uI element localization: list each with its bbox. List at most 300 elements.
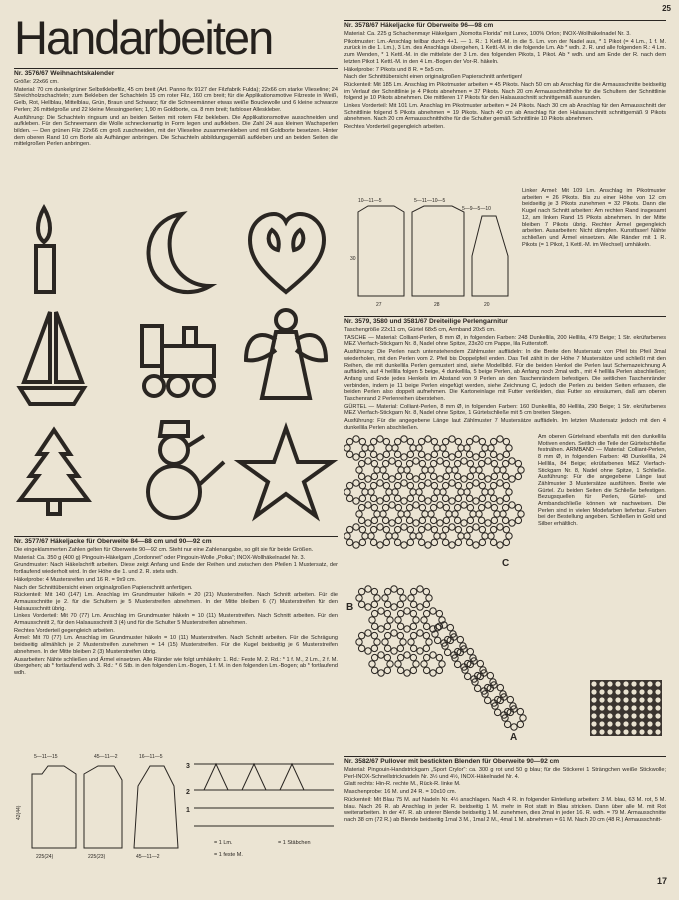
bead	[494, 709, 500, 715]
bead	[397, 632, 403, 638]
bead	[423, 632, 429, 638]
grid-bead	[607, 705, 612, 710]
bead	[490, 482, 496, 488]
bead	[377, 480, 383, 486]
bead	[500, 511, 506, 517]
bead	[509, 458, 515, 464]
bead	[482, 533, 488, 539]
bead	[370, 438, 376, 444]
bead	[418, 451, 424, 457]
bead	[397, 601, 403, 607]
bead	[497, 498, 503, 504]
bead	[484, 697, 490, 703]
bead	[485, 520, 491, 526]
bead	[401, 498, 407, 504]
grid-bead	[615, 729, 620, 734]
bead	[404, 670, 410, 676]
bead	[443, 517, 449, 523]
bead	[425, 542, 431, 548]
bead	[344, 445, 350, 451]
left-bottom-column	[14, 536, 338, 746]
grid-bead	[623, 705, 628, 710]
bead	[490, 539, 496, 545]
bead	[401, 454, 407, 460]
applique-motifs	[14, 200, 344, 530]
grid-bead	[599, 681, 604, 686]
bead	[479, 438, 485, 444]
bead	[358, 588, 364, 594]
bead	[344, 533, 350, 539]
bead	[443, 460, 449, 466]
bead	[423, 667, 429, 673]
bead	[356, 595, 362, 601]
bead	[398, 467, 404, 473]
grid-bead	[639, 697, 644, 702]
bead	[478, 460, 484, 466]
bead	[391, 586, 397, 592]
schema-measure: 27	[376, 302, 382, 308]
bead	[431, 451, 437, 457]
grid-bead	[623, 697, 628, 702]
grid-bead	[623, 681, 628, 686]
bead	[503, 438, 509, 444]
bead	[397, 588, 403, 594]
bead	[491, 517, 497, 523]
bead	[370, 539, 376, 545]
bead	[356, 467, 362, 473]
bead	[439, 661, 445, 667]
bead	[417, 648, 423, 654]
paragraph: Ausführung: Die Perlen nach untenstehendem Zählmuster auffädeln: In die Breite den Mustersatz von Pfeil bis Pfeil 3mal wiederholen, mit den Perlen vom 2. Pfeil bis Doppelpfeil enden. Das Teil zählt in der Höhe 7 Mustersätze und schließt mit den Reihen, die mit dunkellila Perlen gemustert sind, siehe Modellbild. Für die beiden Henkel die Perlen laut Schemazeichnung A auffädeln, auf 4 helllila folgen 5 beige, 4 dunkellila, 5 beige Perlen, ab Anfang noch 2mal wdh., mit 4 helllila Perlen abschließen; Anfang und Ende jedes Henkels im Abstand von 9 Perlen an den Taschenrändern befestigen. Die seitlichen Taschenränder verbinden, indem je 11 beige Perlen eingefügt werden, siehe Zeichnung C, jedoch die Perlen zu beiden Seiten erfassen, die beiden Perlen also doppelt aufnehmen. Die Kartoneinlage mit Futter verkleiden, das Futter so einsäumen, daß am oberen Taschenrand 2 Perlenreihen überstehen.	[344, 349, 666, 403]
bead	[503, 526, 509, 532]
bead	[391, 630, 397, 636]
bead	[426, 639, 432, 645]
bead	[418, 495, 424, 501]
bead	[473, 524, 479, 530]
bead	[369, 617, 375, 623]
bead-grid-detail	[590, 680, 662, 736]
bead	[380, 511, 386, 517]
bead	[384, 623, 390, 629]
bead	[422, 511, 428, 517]
bead	[497, 524, 503, 530]
bead	[477, 660, 483, 666]
bead	[374, 511, 380, 517]
bead	[425, 436, 431, 442]
bead	[408, 639, 414, 645]
section-heading: Nr. 3578/67 Häkeljacke für Oberweite 96—98 cm	[344, 20, 666, 30]
schema-measure: 30	[350, 256, 356, 262]
bead	[394, 495, 400, 501]
bead	[474, 685, 480, 691]
bead	[428, 511, 434, 517]
grid-bead	[647, 681, 652, 686]
bead	[425, 480, 431, 486]
bead	[371, 601, 377, 607]
bead	[506, 533, 512, 539]
bead	[442, 438, 448, 444]
bead	[344, 489, 350, 495]
bead	[358, 632, 364, 638]
bead	[422, 467, 428, 473]
grid-bead	[615, 697, 620, 702]
bead	[431, 526, 437, 532]
paragraph: Taschengröße 22x11 cm, Gürtel 68x5 cm, Armband 20x5 cm.	[344, 327, 496, 333]
bead	[497, 684, 503, 690]
bead	[384, 667, 390, 673]
bead	[395, 504, 401, 510]
bead	[407, 539, 413, 545]
label-b: B	[346, 602, 354, 613]
paragraph: Rechtes Vorderteil gegengleich arbeiten.	[14, 627, 115, 634]
bead	[473, 454, 479, 460]
grid-bead	[639, 681, 644, 686]
bead	[418, 438, 424, 444]
grid-bead	[607, 681, 612, 686]
bead	[410, 610, 416, 616]
bead	[511, 724, 517, 730]
bead	[461, 520, 467, 526]
paragraph: Grundmuster: Nach Häkelschrift arbeiten. Diese zeigt Anfang und Ende der Reihen und zwischen den Pfeilen 1 Mustersatz, der fortlaufend wiederholt wird. In der Höhe die 1. und 2. R. stets wdh.	[14, 562, 338, 576]
schema-label: 5—11—10—5	[414, 198, 446, 204]
bead	[371, 623, 377, 629]
bead	[442, 451, 448, 457]
bead	[449, 542, 455, 548]
bead	[455, 495, 461, 501]
bead	[359, 438, 365, 444]
bead	[428, 467, 434, 473]
bead	[434, 637, 440, 643]
bead	[440, 445, 446, 451]
bead	[377, 436, 383, 442]
bead	[371, 588, 377, 594]
bead	[401, 436, 407, 442]
bead	[404, 608, 410, 614]
bead	[479, 526, 485, 532]
bead	[446, 511, 452, 517]
grid-bead	[591, 705, 596, 710]
grid-bead	[631, 681, 636, 686]
bead	[397, 610, 403, 616]
bead	[455, 539, 461, 545]
grid-bead	[599, 713, 604, 718]
bead	[368, 533, 374, 539]
bead	[406, 460, 412, 466]
bead	[368, 489, 374, 495]
paragraph: GÜRTEL — Material: Colliant-Perlen, 8 mm Ø, in folgenden Farben: 160 Dunkellila, 80 Helllila, 290 Beige; 1 Str. ekrüfarbenes MEZ Vierfach-Stickgarn Nr. 8, Nadel ohne Spitze, 1 Gürtelschließe mit 5 cm breiten Stegen.	[344, 403, 666, 417]
bead	[365, 502, 371, 508]
bead	[382, 639, 388, 645]
crochet-chart	[184, 750, 340, 862]
bead	[404, 626, 410, 632]
section-heading: Nr. 3576/67 Weihnachtskalender	[14, 68, 338, 78]
bead	[358, 460, 364, 466]
bead	[384, 654, 390, 660]
jacket-schema-right	[344, 196, 516, 312]
grid-bead	[591, 689, 596, 694]
bead	[392, 533, 398, 539]
bead	[382, 517, 388, 523]
schema-label: 5—9—5—10	[462, 206, 491, 212]
paragraph: Rechtes Vorderteil gegengleich arbeiten.	[344, 124, 445, 131]
bead	[353, 524, 359, 530]
bead	[389, 502, 395, 508]
bead	[418, 526, 424, 532]
bead	[391, 648, 397, 654]
bead	[479, 482, 485, 488]
bead	[423, 645, 429, 651]
bead	[437, 502, 443, 508]
grid-bead	[639, 729, 644, 734]
bead	[436, 610, 442, 616]
bead	[394, 482, 400, 488]
bead	[417, 586, 423, 592]
bead	[449, 524, 455, 530]
bead	[356, 639, 362, 645]
bead	[494, 511, 500, 517]
bead	[394, 539, 400, 545]
bead	[401, 524, 407, 530]
bead	[423, 601, 429, 607]
grid-bead	[607, 697, 612, 702]
bead	[507, 696, 513, 702]
bead	[503, 539, 509, 545]
bead	[358, 517, 364, 523]
bead	[397, 645, 403, 651]
bead	[371, 473, 377, 479]
schema-measure: 42(44)	[16, 805, 22, 820]
bead	[346, 438, 352, 444]
paragraph: Nach der Schnittübersicht einen originalgroßen Papierschnitt anfertigen.	[14, 584, 193, 591]
bead	[497, 454, 503, 460]
grid-bead	[599, 721, 604, 726]
bead	[464, 445, 470, 451]
grid-bead	[591, 729, 596, 734]
grid-bead	[647, 689, 652, 694]
grid-bead	[607, 721, 612, 726]
grid-bead	[623, 713, 628, 718]
schema-measure: 28	[434, 302, 440, 308]
paragraph: Nach der Schnittübersicht einen originalgroßen Papierschnitt anfertigen!	[344, 74, 523, 81]
bead	[407, 495, 413, 501]
legend-fm: = 1 feste M.	[214, 852, 243, 858]
bead	[454, 473, 460, 479]
bead	[359, 495, 365, 501]
bead	[487, 672, 493, 678]
bead	[382, 460, 388, 466]
bead	[365, 520, 371, 526]
bead	[416, 533, 422, 539]
bead	[401, 542, 407, 548]
train-icon	[142, 326, 214, 396]
bead	[358, 504, 364, 510]
bead	[421, 661, 427, 667]
paragraph: Die eingeklammerten Zahlen gelten für Oberweite 90—92 cm. Steht nur eine Zahlenangabe, so gilt sie für beide Größen.	[14, 547, 314, 553]
grid-bead	[631, 721, 636, 726]
bead	[397, 667, 403, 673]
bead	[490, 451, 496, 457]
bead	[491, 460, 497, 466]
bead	[449, 480, 455, 486]
bead	[383, 539, 389, 545]
paragraph: Häkelprobe: 4 Mustersreifen und 16 R. = 9x9 cm.	[14, 576, 137, 583]
bead	[430, 473, 436, 479]
bead	[419, 517, 425, 523]
grid-bead	[639, 689, 644, 694]
bead	[503, 482, 509, 488]
bead	[455, 482, 461, 488]
bead	[490, 526, 496, 532]
bead	[370, 451, 376, 457]
bead	[446, 467, 452, 473]
grid-bead	[655, 689, 660, 694]
grid-bead	[631, 713, 636, 718]
bead	[454, 460, 460, 466]
paragraph: Pikotmuster: Lm.-Anschlag teilbar durch 4+1. — 1. R.: 1 Kettl.-M. in die 5. Lm. von der Nadel aus, * 1 Pikot (= 4 Lm., 1 f. M. zurück in die 1. Lm.), 3 Lm. des Anschlags übergehen, 1 Kettl.-M. in die folgende Lm. Ab * wdh. 2. R. und alle folgenden R.: 4 Lm. zum Wenden, * 1 Kettl.-M. in die mittelste der 3 Lm. des folgenden Pikots, 1 Pikot. Ab * wdh. und am Ende der R. nach dem letzten Pikot 1 Kettl.-M. in den 4 Lm.-Bogen der Vor-R. häkeln.	[344, 38, 666, 65]
bead	[353, 542, 359, 548]
bead	[473, 498, 479, 504]
legend-chain: = 1 Lm.	[214, 840, 233, 846]
bead	[410, 623, 416, 629]
bead	[362, 445, 368, 451]
bead	[421, 617, 427, 623]
bead	[455, 526, 461, 532]
bead	[377, 524, 383, 530]
bead	[417, 630, 423, 636]
bead	[476, 511, 482, 517]
bead	[397, 654, 403, 660]
paragraph: TASCHE — Material: Colliant-Perlen, 8 mm Ø, in folgenden Farben: 248 Dunkellila, 200 Helllila, 479 Beige; 1 Str. ekrüfarbenes MEZ Vierfach-Stickgarn Nr. 8, Nadel ohne Spitze, 23x20 cm Pappe, lila Futterstoff.	[344, 334, 666, 348]
bead	[482, 445, 488, 451]
bead	[449, 454, 455, 460]
bead	[440, 489, 446, 495]
bead	[397, 623, 403, 629]
grid-bead	[591, 721, 596, 726]
bead	[365, 630, 371, 636]
bead	[346, 539, 352, 545]
bead	[417, 604, 423, 610]
angel-icon	[246, 310, 326, 398]
bead	[358, 645, 364, 651]
bead	[491, 504, 497, 510]
bead	[437, 476, 443, 482]
bead	[476, 467, 482, 473]
bead	[431, 482, 437, 488]
bead	[423, 588, 429, 594]
bead	[362, 533, 368, 539]
bead	[383, 526, 389, 532]
bead	[378, 608, 384, 614]
moon-icon	[149, 214, 210, 292]
grid-bead	[607, 689, 612, 694]
bead	[466, 482, 472, 488]
bead	[365, 586, 371, 592]
bead	[353, 454, 359, 460]
bead	[413, 476, 419, 482]
bead	[509, 502, 515, 508]
bead	[362, 489, 368, 495]
bead	[384, 610, 390, 616]
bead	[437, 458, 443, 464]
star-icon	[240, 428, 332, 516]
grid-bead	[639, 721, 644, 726]
bead	[410, 632, 416, 638]
bead	[461, 502, 467, 508]
paragraph: Rückenteil: Mit 185 Lm. Anschlag im Pikotmuster arbeiten = 45 Pikots. Nach 50 cm ab Anschlag für die Armausschnitte beidseitig im Verlauf der Schnittlinie je 4 Pikots abnehmen = 37 Pikots. Nach 20 cm Armausschnitthöhe für die Schultern der Schnittlinie folgend je 10 Pikots abnehmen. Die mittleren 17 Pikots für den Halsausschnitt schnittgemäß ausrunden.	[344, 81, 666, 102]
bead	[371, 654, 377, 660]
right-top-side-column	[522, 188, 666, 312]
bead	[371, 504, 377, 510]
bead	[410, 445, 416, 451]
bead	[444, 649, 450, 655]
bead	[387, 617, 393, 623]
grid-bead	[631, 705, 636, 710]
bead	[490, 495, 496, 501]
bead	[400, 595, 406, 601]
bead	[413, 502, 419, 508]
grid-bead	[655, 729, 660, 734]
grid-bead	[647, 713, 652, 718]
bead	[502, 504, 508, 510]
schema-label: 45—11—2	[94, 754, 118, 760]
bead	[407, 451, 413, 457]
bead	[371, 460, 377, 466]
grid-bead	[599, 697, 604, 702]
bead	[391, 604, 397, 610]
section-heading: Nr. 3582/67 Pullover mit bestickten Blenden für Oberweite 90—92 cm	[344, 756, 666, 766]
bead	[434, 489, 440, 495]
bead	[365, 458, 371, 464]
paragraph: Linkes Vorderteil: Mit 70 (77) Lm. Anschlag im Grundmuster häkeln = 10 (11) Musterstreifen. Nach Schnitt arbeiten. Für den Armausschnitt 2, für den Halsausschnitt 3 (4) und für die Schulter 5 Musterstreifen abnehmen.	[14, 613, 338, 627]
bead	[416, 445, 422, 451]
bead	[370, 482, 376, 488]
bead	[502, 473, 508, 479]
legend-stb: = 1 Stäbchen	[278, 840, 311, 846]
bead	[518, 467, 524, 473]
bead	[470, 511, 476, 517]
grid-bead	[655, 721, 660, 726]
right-bottom-column	[344, 756, 666, 872]
grid-bead	[591, 697, 596, 702]
bead	[394, 438, 400, 444]
left-top-column	[14, 68, 338, 216]
bead	[383, 438, 389, 444]
bead	[418, 539, 424, 545]
paragraph: Am oberen Gürtelrand ebenfalls mit den dunkellila Motiven enden. Seitlich die Teile der Gürtelschließe festnähen. ARMBAND — Material: Colliant-Perlen, 8 mm Ø, in folgenden Farben: 48 Dunkellila, 24 Helllila, 84 Beige; ekrüfarbenes MEZ Vierfach-Stickgarn Nr. 8, Nadel ohne Spitze, 1 Schließe. Ausführung: Für die angegebene Länge laut Zählmuster 3 Mustersätze ausführen. Breite wie Gürtel. Zu beiden Seiten die Schließe befestigen. Bezugsquellen für Perlen, Gürtel- und Armbandschließe können wir nachweisen. Die Perlen sind in vielen Modefarben lieferbar. Farben bei der Bestellung angeben. Schließen in Gold und Silber erhältlich.	[538, 434, 666, 528]
bead	[466, 438, 472, 444]
bead	[464, 533, 470, 539]
grid-bead	[631, 729, 636, 734]
bead	[517, 708, 523, 714]
bead	[386, 533, 392, 539]
bead	[443, 473, 449, 479]
grid-bead	[615, 713, 620, 718]
bead	[515, 473, 521, 479]
bead	[374, 639, 380, 645]
paragraph: Maschenprobe: 16 M. und 24 R. = 10x10 cm.	[344, 789, 457, 796]
paragraph: Glatt rechts: Hin-R. rechte M., Rück-R. linke M.	[344, 781, 461, 788]
bead	[382, 595, 388, 601]
bead	[410, 601, 416, 607]
bead	[509, 476, 515, 482]
bead	[503, 451, 509, 457]
grid-bead	[655, 713, 660, 718]
schema-label: 16—11—5	[139, 754, 163, 760]
bead	[353, 480, 359, 486]
bead	[449, 498, 455, 504]
bead	[442, 526, 448, 532]
grid-bead	[591, 681, 596, 686]
